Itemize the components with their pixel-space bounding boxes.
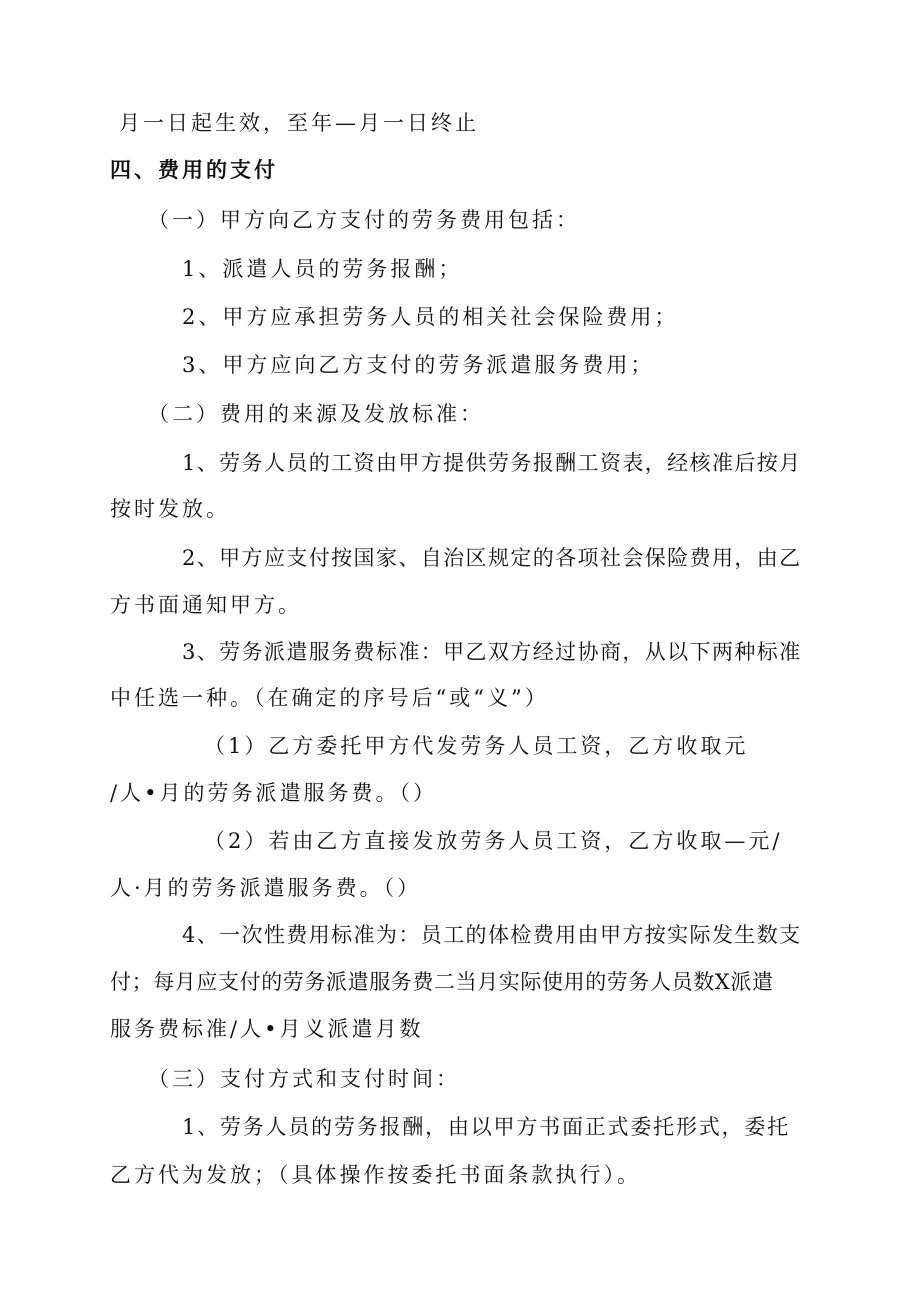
paragraph-2-3-line-2: 中任选一种。（在确定的序号后“或“义”） — [110, 686, 549, 710]
option-1-line-1: （1）乙方委托甲方代发劳务人员工资，乙方收取元 — [204, 734, 749, 758]
option-1-line-2: /人•月的劳务派遣服务费。（） — [110, 781, 437, 805]
option-2-line-2: 人·月的劳务派遣服务费。（） — [110, 876, 422, 900]
section-heading-fee-payment: 四、费用的支付 — [110, 158, 278, 182]
paragraph-2-2-line-1: 2、甲方应支付按国家、自治区规定的各项社会保险费用，由乙 — [182, 546, 802, 570]
subsection-heading-2: （二）费用的来源及发放标准： — [148, 402, 484, 426]
list-item-1-1: 1、派遣人员的劳务报酬； — [182, 257, 463, 281]
list-item-1-2: 2、甲方应承担劳务人员的相关社会保险费用； — [182, 305, 679, 329]
paragraph-2-2-line-2: 方书面通知甲方。 — [110, 593, 302, 617]
subsection-heading-1: （一）甲方向乙方支付的劳务费用包括： — [148, 208, 580, 232]
paragraph-2-1-line-2: 按时发放。 — [110, 497, 230, 521]
paragraph-2-3-line-1: 3、劳务派遣服务费标准：甲乙双方经过协商，从以下两种标准 — [182, 640, 802, 664]
subsection-heading-3: （三）支付方式和支付时间： — [148, 1067, 460, 1091]
paragraph-2-4-line-1: 4、一次性费用标准为：员工的体检费用由甲方按实际发生数支 — [182, 923, 802, 947]
paragraph-3-1-line-1: 1、劳务人员的劳务报酬，由以甲方书面正式委托形式，委托 — [182, 1115, 790, 1139]
option-2-line-1: （2）若由乙方直接发放劳务人员工资，乙方收取—元/ — [204, 829, 783, 853]
paragraph-2-4-line-3: 服务费标准/人•月义派遣月数 — [110, 1017, 424, 1041]
paragraph-2-4-line-2: 付；每月应支付的劳务派遣服务费二当月实际使用的劳务人员数X派遣 — [110, 970, 774, 994]
paragraph-2-1-line-1: 1、劳务人员的工资由甲方提供劳务报酬工资表，经核准后按月 — [182, 451, 802, 475]
text-line-validity: 月一日起生效，至年—月一日终止 — [119, 111, 479, 135]
paragraph-3-1-line-2: 乙方代为发放；（具体操作按委托书面条款执行）。 — [110, 1163, 641, 1187]
list-item-1-3: 3、甲方应向乙方支付的劳务派遣服务费用； — [182, 353, 655, 377]
